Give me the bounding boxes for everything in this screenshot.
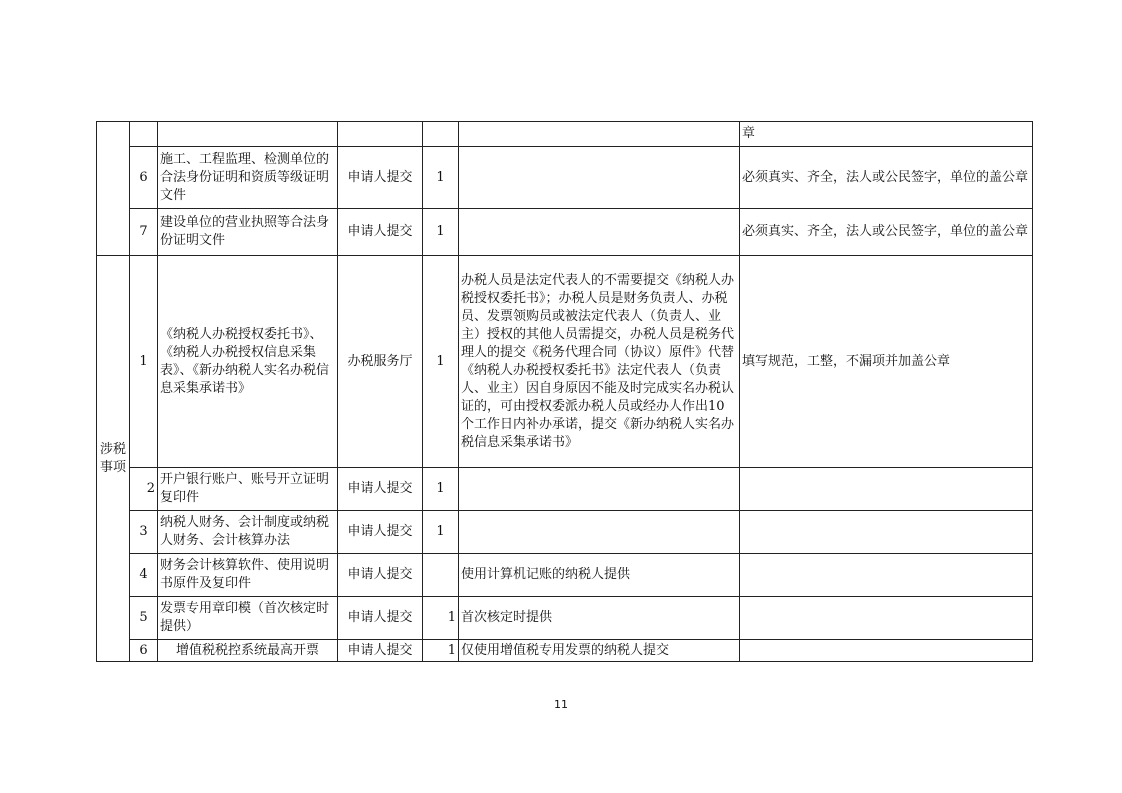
requirement-cell: 必须真实、齐全，法人或公民签字，单位的盖公章 [740, 147, 1033, 209]
source-cell: 申请人提交 [338, 468, 423, 511]
note-cell [459, 147, 740, 209]
copies-cell: 1 [423, 147, 459, 209]
no-cell: 1 [130, 256, 158, 468]
no-cell: 4 [130, 554, 158, 597]
no-cell [130, 122, 158, 147]
no-cell: 6 [130, 640, 158, 662]
no-cell: 5 [130, 597, 158, 640]
no-cell: 7 [130, 209, 158, 256]
source-cell: 申请人提交 [338, 209, 423, 256]
note-cell [459, 511, 740, 554]
copies-cell [423, 122, 459, 147]
table-row [97, 209, 1033, 256]
requirement-cell [740, 554, 1033, 597]
note-cell: 使用计算机记账的纳税人提供 [459, 554, 740, 597]
category-cell: 涉税事项 [97, 256, 130, 662]
table-row [97, 122, 1033, 147]
requirement-cell: 必须真实、齐全，法人或公民签字，单位的盖公章 [740, 209, 1033, 256]
note-cell: 仅使用增值税专用发票的纳税人提交 [459, 640, 740, 662]
requirement-cell: 填写规范，工整，不漏项并加盖公章 [740, 256, 1033, 468]
material-cell: 增值税税控系统最高开票 [158, 640, 338, 662]
source-cell: 办税服务厅 [338, 256, 423, 468]
material-cell: 发票专用章印模（首次核定时提供） [158, 597, 338, 640]
material-cell: 施工、工程监理、检测单位的合法身份证明和资质等级证明文件 [158, 147, 338, 209]
source-cell [338, 122, 423, 147]
requirements-table [96, 121, 1033, 662]
source-cell: 申请人提交 [338, 597, 423, 640]
page-number: 11 [554, 698, 568, 711]
requirement-cell [740, 640, 1033, 662]
material-cell: 《纳税人办税授权委托书》、《纳税人办税授权信息采集表》、《新办纳税人实名办税信息采集承诺书》 [158, 256, 338, 468]
copies-cell: 1 [423, 511, 459, 554]
note-cell: 办税人员是法定代表人的不需要提交《纳税人办税授权委托书》；办税人员是财务负责人、办税员、发票领购员或被法定代表人（负责人、业主）授权的其他人员需提交，办税人员是税务代理人的提交《税务代理合同（协议）原件》代替《纳税人办税授权委托书》法定代表人（负责人、业主）因自身原因不能及时完成实名办税认证的，可由授权委派办税人员或经办人作出10个工作日内补办承诺，提交《新办纳税人实名办税信息采集承诺书》 [459, 256, 740, 468]
note-cell [459, 122, 740, 147]
note-cell [459, 468, 740, 511]
copies-cell: 1 [423, 640, 459, 662]
table-row [97, 554, 1033, 597]
material-cell: 开户银行账户、账号开立证明复印件 [158, 468, 338, 511]
material-cell: 纳税人财务、会计制度或纳税人财务、会计核算办法 [158, 511, 338, 554]
table-row [97, 640, 1033, 662]
copies-cell [423, 554, 459, 597]
material-cell: 建设单位的营业执照等合法身份证明文件 [158, 209, 338, 256]
copies-cell: 1 [423, 597, 459, 640]
material-cell: 财务会计核算软件、使用说明书原件及复印件 [158, 554, 338, 597]
requirement-cell [740, 597, 1033, 640]
requirement-cell: 章 [740, 122, 1033, 147]
note-cell [459, 209, 740, 256]
source-cell: 申请人提交 [338, 640, 423, 662]
requirement-cell [740, 468, 1033, 511]
table-row [97, 468, 1033, 511]
no-cell: 6 [130, 147, 158, 209]
table-row [97, 597, 1033, 640]
copies-cell: 1 [423, 468, 459, 511]
copies-cell: 1 [423, 256, 459, 468]
table-row [97, 511, 1033, 554]
source-cell: 申请人提交 [338, 147, 423, 209]
requirement-cell [740, 511, 1033, 554]
no-cell: 2 [130, 468, 158, 511]
source-cell: 申请人提交 [338, 511, 423, 554]
note-cell: 首次核定时提供 [459, 597, 740, 640]
category-cell-previous [97, 122, 130, 256]
table-row [97, 147, 1033, 209]
table-row [97, 256, 1033, 468]
material-cell [158, 122, 338, 147]
copies-cell: 1 [423, 209, 459, 256]
source-cell: 申请人提交 [338, 554, 423, 597]
no-cell: 3 [130, 511, 158, 554]
